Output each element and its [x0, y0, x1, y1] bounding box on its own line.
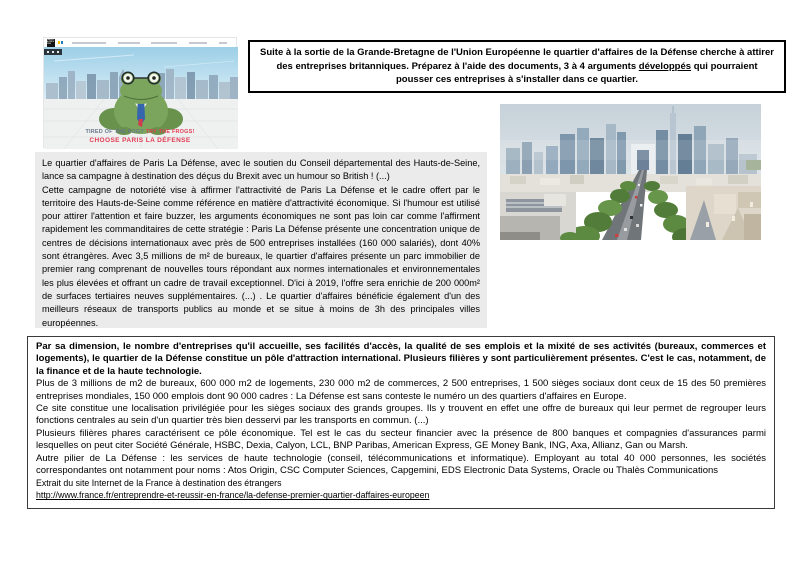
- photo-left-buildings: [500, 192, 580, 240]
- nav-item-placeholder: [118, 42, 140, 44]
- source-url-link[interactable]: http://www.france.fr/entreprendre-et-reussir-en-france/la-defense-premier-quartier-daffaires-europeen: [36, 490, 430, 501]
- partner-logo: [58, 41, 63, 44]
- nav-item-placeholder: [72, 42, 106, 44]
- mainbox-paragraph: Plus de 3 millions de m2 de bureaux, 600 000 m2 de logements, 230 000 m2 de commerces, 2 500 entreprises, 1 500 sièges sociaux dont ceux de 15 des 50 premières entreprises mondiales, 150 000 emplois dont 90 000 cadres : La Défense est sans conteste le numéro un des quartiers d'affaires en Europe.: [36, 378, 766, 402]
- assignment-brief-box: [248, 40, 786, 93]
- excerpt-paragraph: Le quartier d'affaires de Paris La Défense, avec le soutien du Conseil départemental des Hauts-de-Seine, lance sa campagne à destination des déçus du Brexit avec un humour so British ! (...): [42, 158, 480, 182]
- mainbox-paragraph: Ce site constitue une localisation privilégiée pour les sièges sociaux des grands groupes. Ils y trouvent en effet une offre de bureaux qui leur permet de regrouper leurs fonctions centrales au sein d'un quartier très bien desservi par les transports en commun. (...): [36, 403, 766, 427]
- ad-website-navbar: [44, 38, 236, 47]
- ad-tagline-line1-accent: TRY THE FROGS!: [145, 129, 195, 135]
- ad-tagline-line2: CHOOSE PARIS LA DÉFENSE: [89, 137, 191, 144]
- ad-tagline: [44, 128, 236, 145]
- mainbox-paragraph: Plusieurs filières phares caractérisent ce pôle économique. Tel est le cas du secteur financier avec la présence de 800 banques et compagnies d'assurances parmi lesquelles on peut citer Société Générale, HSBC, Dexia, Calyon, LCL, BNP Paribas, American Express, GE Money Bank, ING, Axa, Allianz, Gan ou Marsh.: [36, 427, 766, 452]
- social-icons: [44, 49, 62, 55]
- frog-campaign-ad: [43, 37, 237, 148]
- brief-text-underlined: développés: [638, 60, 692, 72]
- source-url-line: [36, 489, 766, 501]
- mainbox-paragraph: Autre pilier de La Défense : les services de haute technologie (conseil, télécommunications et informatique). Employant au total 40 000 personnes, les sociétés correspondantes ont notamment pour noms : Atos Origin, CSC Computer Sciences, Capgemini, EDS Electronic Data Systems, Oracle ou Thalès Communications: [36, 452, 766, 477]
- brief-text-after: qui pourraient pousser ces entreprises à s'installer dans ce quartier.: [396, 60, 758, 86]
- paris-la-defense-logo: PARIS LA DÉFENSE: [47, 38, 55, 45]
- partner-logo-mark: [61, 41, 63, 44]
- nav-item-placeholder: [151, 42, 177, 44]
- nav-item-placeholder: [219, 42, 227, 44]
- nav-item-placeholder: [189, 42, 207, 44]
- mainbox-paragraph: Par sa dimension, le nombre d'entreprises qu'il accueille, ses facilités d'accès, la qualité de ses emplois et la mixité de ses activités (bureaux, commerces et logements), le quartier de la Défense constitue un pôle d'attraction international. Plusieurs filières y sont particulièrement présentes. C'est le cas, notamment, de la finance et de la haute technologie.: [36, 341, 766, 377]
- assignment-brief-text: [259, 46, 775, 87]
- france-fr-extract-box: [27, 336, 775, 509]
- ad-tagline-line1: TIRED OF THE FOG?: [85, 129, 146, 135]
- la-defense-aerial-photo: [500, 104, 761, 240]
- nav-menu-placeholder: [66, 42, 233, 44]
- photo-right-buildings: [686, 186, 761, 240]
- excerpt-paragraph: Cette campagne de notoriété vise à affirmer l'attractivité de Paris La Défense et le cadre offert par le territoire des Hauts-de-Seine comme référence en matière d'attractivité économique. Si l'humour est utilisé pour attirer l'attention et faire buzzer, les arguments économiques ne sont pas loin car comme l'affirment rapidement les commanditaires de cette stratégie : Paris La Défense présente une concentration unique de centres de décisions internationaux avec près de 500 entreprises installées (160 000 salariés), dont 40% sont étrangères. Avec 3,5 millions de m² de bureaux, le quartier d'affaires présente un parc immobilier de premier rang comprenant de nouvelles tours répondant aux normes internationales et environnementales les plus élevées et offrant un cadre de travail exceptionnel. D'ici à 2019, l'offre sera enrichie de 200 000m² de surfaces tertiaires neuves supplémentaires. (...) . Le quartier d'affaires bénéficie également d'un des meilleurs réseaux de transports publics au monde et se situe à moins de 3h des principales villes européennes.: [42, 184, 480, 328]
- press-excerpt-block: [35, 152, 487, 328]
- partner-logo-mark: [58, 41, 60, 44]
- brief-text-before: Suite à la sortie de la Grande-Bretagne de l'Union Européenne le quartier d'affaires de la Défense cherche à attirer des entreprises britanniques. Préparez à l'aide des documents, 3 à 4 arguments: [260, 47, 774, 72]
- frog-campaign-visual: [44, 47, 236, 147]
- source-note: Extrait du site Internet de la France à destination des étrangers: [36, 478, 282, 489]
